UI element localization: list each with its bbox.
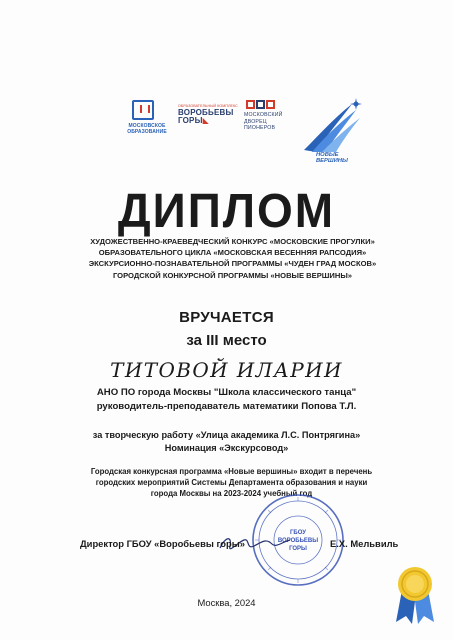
place-text: за III место [186, 332, 267, 349]
stamp-line-3: ГОРЫ [289, 546, 307, 552]
contest-line-2: ОБРАЗОВАТЕЛЬНОГО ЦИКЛА «МОСКОВСКАЯ ВЕСЕННЯЯ РАПСОДИЯ» [98, 248, 367, 258]
city-and-year: Москва, 2024 [197, 597, 256, 608]
director-name: Е.Х. Мельвиль [330, 538, 399, 549]
vorobyovy-gory-main-text-2: ГОРЫ [178, 116, 203, 125]
contest-line-4: ГОРОДСКОЙ КОНКУРСНОЙ ПРОГРАММЫ «НОВЫЕ ВЕРШИНЫ» [112, 270, 353, 280]
palace-of-pioneers-logo [244, 100, 298, 148]
contest-description [0, 236, 453, 281]
contest-line-1: ХУДОЖЕСТВЕННО-КРАЕВЕДЧЕСКИЙ КОНКУРС «МОСКОВСКИЕ ПРОГУЛКИ» [90, 237, 375, 246]
vorobyovy-gory-mark-icon: ◣ [202, 116, 209, 125]
program-line-3: города Москвы на 2023-2024 учебный год [150, 489, 313, 498]
nomination: Номинация «Экскурсовод» [164, 443, 289, 453]
contest-line-3: ЭКСКУРСИОННО-ПОЗНАВАТЕЛЬНОЙ ПРОГРАММЫ «ЧУДЕН ГРАД МОСКОВ» [88, 259, 377, 269]
program-note [0, 466, 453, 499]
work-block [0, 429, 453, 455]
vorobyovy-gory-main-text-1: ВОРОБЬЕВЫ [178, 108, 234, 117]
moscow-education-logo [118, 98, 176, 146]
vorobyovy-gory-small-text: ОБРАЗОВАТЕЛЬНЫЙ КОМПЛЕКС [178, 104, 238, 108]
organization-name: АНО ПО города Москвы "Школа классического танца" [96, 387, 357, 398]
palace-of-pioneers-text: МОСКОВСКИЙ ДВОРЕЦ ПИОНЕРОВ [244, 112, 283, 132]
logo-row [118, 96, 368, 176]
vorobyovy-gory-logo [178, 104, 240, 144]
program-line-2: городских мероприятий Системы Департамента образования и науки [95, 478, 368, 487]
new-peaks-logo [300, 96, 368, 176]
award-ribbon [392, 564, 438, 624]
teacher-name: руководитель-преподаватель математики Попова Т.Л. [96, 401, 357, 412]
program-line-1: Городская конкурсная программа «Новые вершины» входит в перечень [90, 467, 373, 476]
award-ribbon-icon [392, 564, 438, 624]
new-peaks-text: НОВЫЕ ВЕРШИНЫ [316, 152, 348, 165]
director-title: Директор ГБОУ «Воробьевы горы» [80, 538, 245, 549]
moscow-education-text: МОСКОВСКОЕ ОБРАЗОВАНИЕ [127, 123, 167, 135]
recipient-name: ТИТОВОЙ ИЛАРИИ [110, 358, 343, 382]
stamp-line-2: ВОРОБЬЕВЫ [277, 538, 319, 544]
moscow-education-icon [132, 100, 154, 120]
work-title: за творческую работу «Улица академика Л.С. Понтрягина» [92, 430, 361, 440]
new-peaks-swoosh-icon [300, 96, 368, 154]
awarded-heading: ВРУЧАЕТСЯ [179, 309, 274, 326]
vorobyovy-gory-main-line-2 [178, 117, 240, 125]
palace-of-pioneers-icon [246, 100, 298, 109]
stamp-line-1: ГБОУ [290, 530, 306, 536]
organization-block [0, 386, 453, 414]
diploma-title: ДИПЛОМ [117, 182, 336, 238]
